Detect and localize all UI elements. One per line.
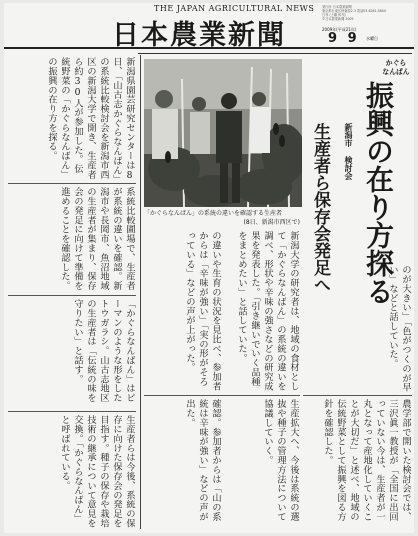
column-rule	[303, 395, 412, 396]
photo-illustration	[144, 59, 302, 207]
headline-ruby	[378, 59, 414, 77]
article-column: 新潟大学の研究者は、地域の食材として「かぐらなんばん」の系統の違いを調べ、形状や辛味の強さなどの研究成果を発表した。「引き継いでいく品種をまとめたい」と話していた。	[236, 231, 299, 391]
photo-caption	[144, 209, 304, 227]
pub-line: 日刊 (土曜 休刊)	[322, 13, 346, 17]
newspaper-page	[4, 3, 414, 533]
masthead	[4, 3, 414, 49]
article-column: 農学部で開いた検討会では、三沢眞一教授が「全国に出回っていない今は、生産者が一丸となって産地化していくことが大切だ」と述べ、地域の伝統野菜として振興を図る方針を確認した。	[322, 399, 411, 522]
column-rule	[8, 411, 136, 412]
headline-tag	[331, 123, 353, 180]
issue-date	[322, 27, 406, 45]
pub-line: 発行所 日本農業新聞	[322, 5, 352, 9]
newspaper-title: 日本農業新聞	[112, 20, 286, 51]
issue-weekday: 水曜日	[366, 36, 378, 41]
english-title: THE JAPAN AGRICULTURAL NEWS	[154, 4, 315, 13]
ruby-line: かぐら	[385, 59, 407, 67]
issue-year: 2009年(平成21年)	[322, 27, 357, 32]
column-rule	[8, 295, 136, 296]
article-column: 生産者らは今後、系統の保存に向けた保存会の発足を目指す。種子の保存や栽培技術の継承について意見を交換。「かぐらなんばん」と呼ばれている。	[59, 415, 135, 528]
article-column: 確認。参加者からは「山の系統は辛味が強い」などの声が出た。	[184, 399, 221, 522]
column-rule	[144, 395, 300, 396]
article-column: 「かぐらなんばん」はピーマンのような形をしたトウガラシ。山古志地区の生産者は「伝統の味を守りたい」と話す。	[72, 299, 135, 403]
main-headline: 振興の在り方探る	[362, 81, 395, 305]
article-photo	[144, 59, 302, 207]
sub-headline: 生産者ら保存会発足へ	[310, 123, 330, 293]
pub-line: 東京都台東区秋葉原2-3 電話03-6281-5800	[322, 9, 386, 13]
publication-info	[322, 5, 402, 21]
tag-line: 新潟市	[344, 123, 353, 147]
ruby-line: なんばん	[382, 68, 410, 76]
pub-line: ©日本農業新聞 2009	[322, 17, 354, 21]
article-column: 生産拡大へ、今後は系統の選抜や種子の管理方法について協議していく。	[262, 399, 299, 522]
article-column: のが大きい」「色がつくのが早い」などと話していた。	[387, 265, 411, 392]
article-top-rule	[138, 53, 412, 54]
article-column: 系統比較圃場で、生産者が系統の違いを確認。新潟市や長岡市、魚沼地域の生産者が集まり、保存会の発足に向けて準備を進めることを確認した。	[59, 187, 135, 291]
caption-note: (8日、新潟市西区で)	[243, 219, 300, 226]
column-rule	[8, 183, 136, 184]
article-column: の違いや生育の状況を見比べ、参加者からは「辛味が強い」「実の形がそろっている」などの声が上がった。	[184, 231, 221, 391]
article-column: 新潟県園芸研究センターは8日、「山古志かぐらなんばん」の系統比較検討会を新潟市西区の新潟大学で開き、生産者ら約30人が参加した。伝統野菜の「かぐらなんばん」の振興の在り方を探る。	[46, 57, 135, 181]
column-divider	[140, 55, 141, 529]
issue-month-day: 9 9	[328, 31, 360, 46]
tag-line: 検討会	[344, 156, 353, 180]
caption-text: 「かぐらなんばん」の系統の違いを確認する生産者	[144, 210, 283, 217]
